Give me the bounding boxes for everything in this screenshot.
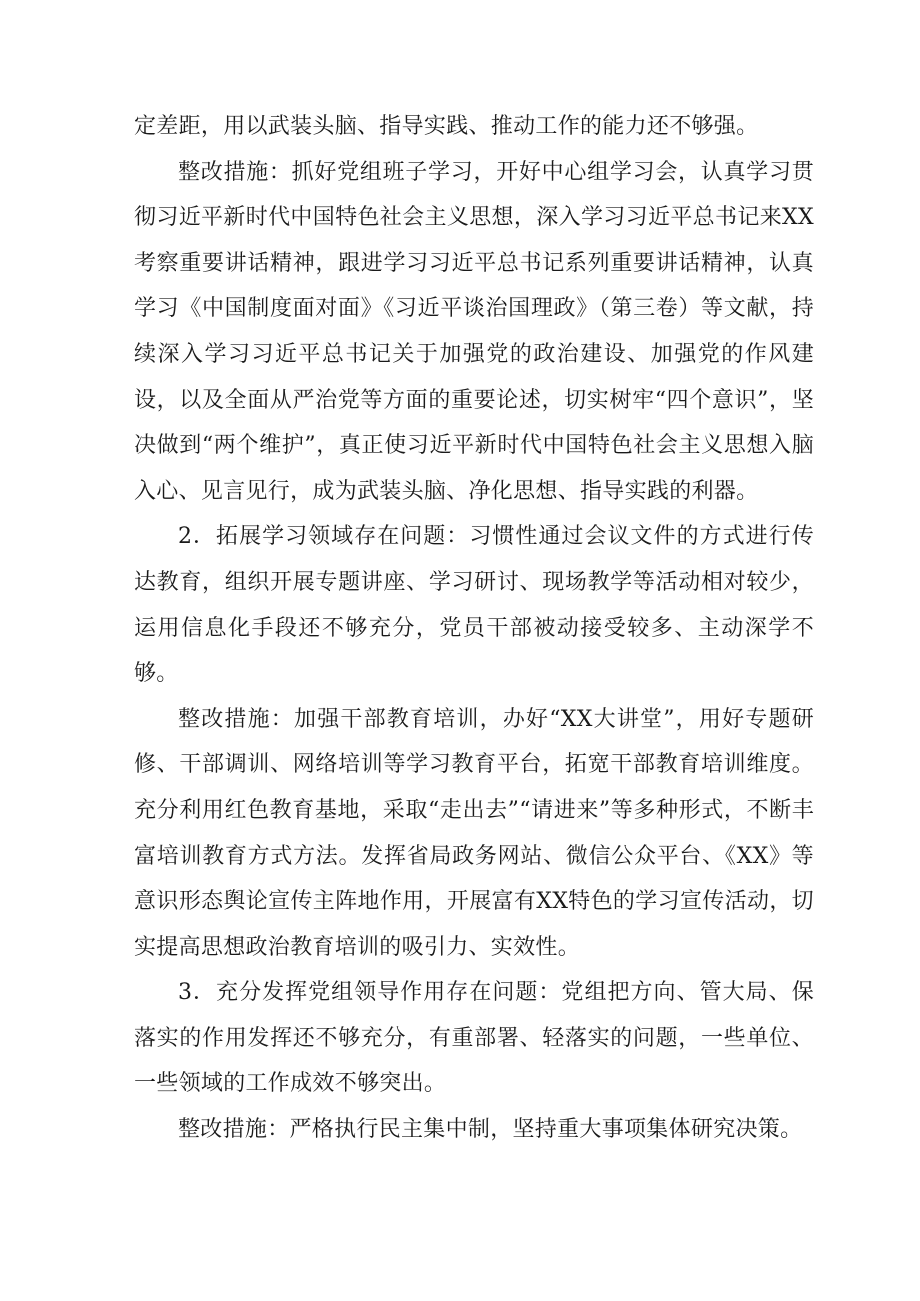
paragraph-issue-2: 2．拓展学习领域存在问题：习惯性通过会议文件的方式进行传达教育，组织开展专题讲座、学习研讨、现场教学等活动相对较少，运用信息化手段还不够充分，党员干部被动接受较多、主动深学不够。 xyxy=(134,524,814,687)
document-body xyxy=(134,104,814,1153)
paragraph-issue-3: 3．充分发挥党组领导作用存在问题：党组把方向、管大局、保落实的作用发挥还不够充分，有重部署、轻落实的问题，一些单位、一些领域的工作成效不够突出。 xyxy=(134,980,814,1097)
paragraph-continuation: 定差距，用以武装头脑、指导实践、推动工作的能力还不够强。 xyxy=(134,114,759,139)
paragraph-measures-3: 整改措施：严格执行民主集中制，坚持重大事项集体研究决策。 xyxy=(178,1117,803,1143)
paragraph-measures-2: 整改措施：加强干部教育培训，办好“XX大讲堂”，用好专题研修、干部调训、网络培训等学习教育平台，拓宽干部教育培训维度。充分利用红色教育基地，采取“走出去”“请进来”等多种形式，不断丰富培训教育方式方法。发挥省局政务网站、微信公众平台、《XX》等意识形态舆论宣传主阵地作用，开展富有XX特色的学习宣传活动，切实提高思想政治教育培训的吸引力、实效性。 xyxy=(134,706,814,960)
paragraph-measures-1: 整改措施：抓好党组班子学习，开好中心组学习会，认真学习贯彻习近平新时代中国特色社会主义思想，深入学习习近平总书记来XX考察重要讲话精神，跟进学习习近平总书记系列重要讲话精神，认真学习《中国制度面对面》《习近平谈治国理政》（第三卷）等文献，持续深入学习习近平总书记关于加强党的政治建设、加强党的作风建设，以及全面从严治党等方面的重要论述，切实树牢“四个意识”，坚决做到“两个维护”，真正使习近平新时代中国特色社会主义思想入脑入心、见言见行，成为武装头脑、净化思想、指导实践的利器。 xyxy=(134,159,814,504)
